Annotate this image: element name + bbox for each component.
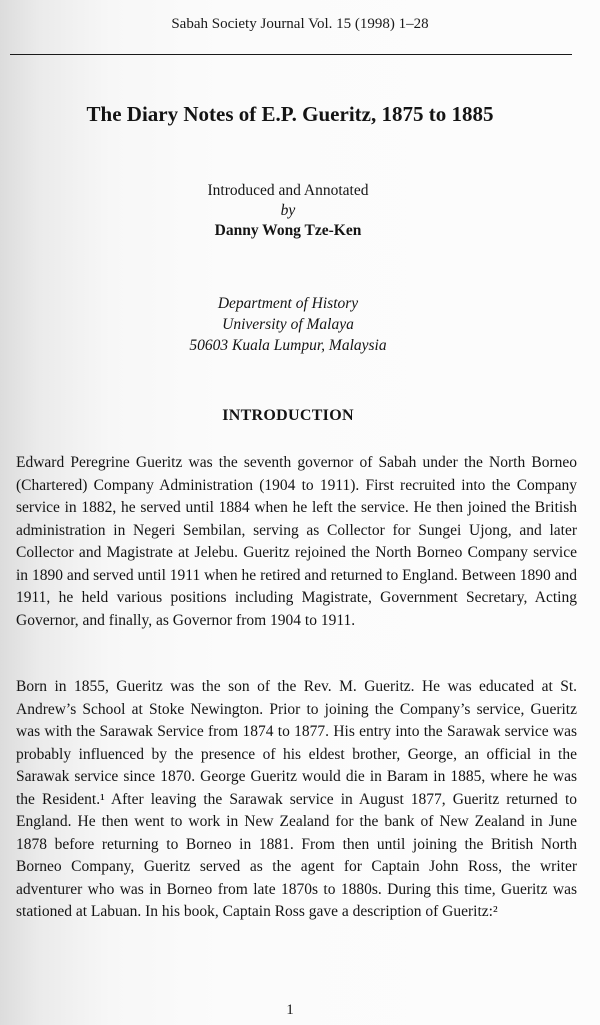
section-heading: INTRODUCTION bbox=[222, 407, 354, 424]
header-rule bbox=[10, 54, 572, 55]
affiliation-address: 50603 Kuala Lumpur, Malaysia bbox=[189, 337, 387, 354]
article-title: The Diary Notes of E.P. Gueritz, 1875 to 1885 bbox=[86, 102, 494, 126]
journal-header: Sabah Society Journal Vol. 15 (1998) 1–28 bbox=[171, 16, 429, 32]
introduced-line: Introduced and Annotated bbox=[207, 182, 369, 199]
page-number: 1 bbox=[286, 1002, 294, 1018]
author-name: Danny Wong Tze-Ken bbox=[214, 222, 362, 239]
affiliation-department: Department of History bbox=[217, 295, 359, 312]
paragraph-2: Born in 1855, Gueritz was the son of the Rev. M. Gueritz. He was educated at St. Andrew’s School at Stoke Newington. Prior to joining the Company’s service, Gueritz was with the Sarawak Service from 1874 to 1877. His entry into the Sarawak service was probably influenced by the presence of his eldest brother, George, an official in the Sarawak service since 1870. George Gueritz would die in Baram in 1885, where he was the Resident.¹ After leaving the Sarawak service in August 1877, Gueritz returned to England. He then went to work in New Zealand for the bank of New Zealand in June 1878 before returning to Borneo in 1881. From then until joining the British North Borneo Company, Gueritz served as the agent for Captain John Ross, the writer adventurer who was in Borneo from late 1870s to 1880s. During this time, Gueritz was stationed at Labuan. In his book, Captain Ross gave a description of Gueritz:² bbox=[16, 678, 577, 920]
byline-block bbox=[0, 181, 576, 241]
by-line: by bbox=[280, 202, 296, 219]
affiliation-block bbox=[0, 293, 576, 356]
affiliation-university: University of Malaya bbox=[222, 316, 354, 333]
paragraph-1: Edward Peregrine Gueritz was the seventh governor of Sabah under the North Borneo (Chartered) Company Administration (1904 to 1911). First recruited into the Company service in 1882, he served until 1884 when he left the service. He then joined the British administration in Negeri Sembilan, serving as Collector for Sungei Ujong, and later Collector and Magistrate at Jelebu. Gueritz rejoined the North Borneo Company service in 1890 and served until 1911 when he retired and returned to England. Between 1890 and 1911, he held various positions including Magistrate, Government Secretary, Acting Governor, and finally, as Governor from 1904 to 1911. bbox=[16, 454, 577, 629]
